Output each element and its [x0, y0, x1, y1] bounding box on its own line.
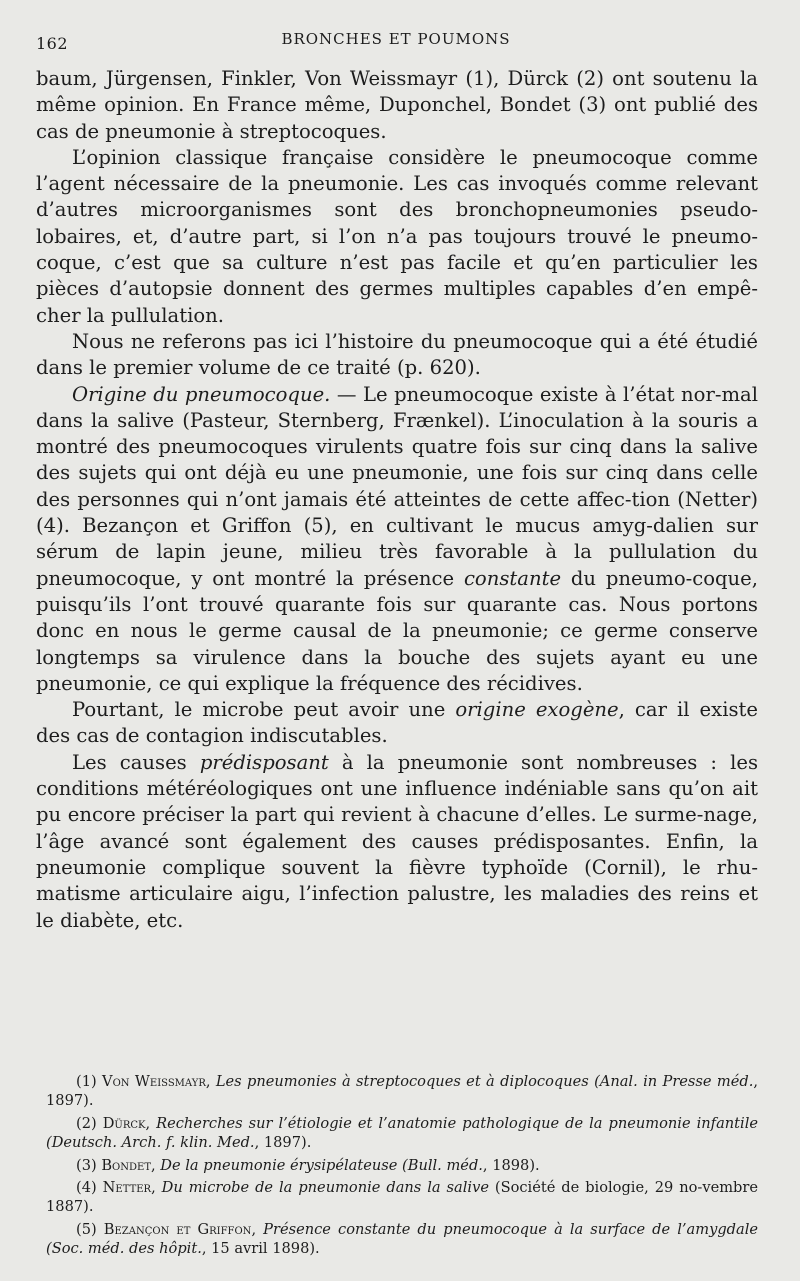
footnote-number: (5)	[76, 1220, 97, 1238]
footnote-title: Présence constante du pneumocoque à la surface de l’amygdale (Soc. méd. des hôpit.	[46, 1220, 759, 1258]
footnote: (4) Netter, Du microbe de la pneumonie dans la salive (Société de biologie, 29 no-vembre 1887).	[46, 1179, 759, 1216]
footnote-number: (3)	[76, 1156, 97, 1174]
footnote: (3) Bondet, De la pneumonie érysipélateuse (Bull. méd., 1898).	[76, 1156, 540, 1174]
emphasis: origine exogène	[455, 698, 619, 722]
footnote-rest: , 15 avril 1898).	[201, 1240, 320, 1258]
paragraph-text: — Le pneumocoque existe à l’état nor-mal dans la salive (Pasteur, Sternberg, Frænkel). L’inoculation à la souris a montré des pneumocoques virulents quatre fois sur cinq dans la salive des sujets qui ont déjà eu une pneumonie, une fois sur cinq dans celle des personnes qui n’ont jamais été atteintes de cette affec-tion (Netter) (4). Bezançon et Griffon (5), en cultivant le mucus amyg-dalien sur sérum de lapin jeune, milieu très favorable à la pullulation du pneumocoque, y ont montré la présence	[36, 382, 758, 590]
footnote-number: (4)	[76, 1179, 97, 1197]
paragraph-text: Les causes	[72, 750, 200, 774]
footnote-number: (2)	[76, 1114, 97, 1132]
footnote: (1) Von Weissmayr, Les pneumonies à streptocoques et à diplocoques (Anal. in Presse méd., 1897).	[46, 1073, 759, 1110]
footnote-rest: , 1897).	[46, 1073, 759, 1110]
paragraph-exogenous	[36, 697, 758, 750]
paragraph-origin	[36, 382, 758, 698]
emphasis: constante	[463, 566, 562, 590]
footnote-author: Dürck	[102, 1114, 146, 1132]
paragraph-history-reference: Nous ne referons pas ici l’histoire du pneumocoque qui a été étudié dans le premier volume de ce traité (p. 620).	[36, 329, 758, 380]
footnote-title: Les pneumonies à streptocoques et à diplocoques (Anal. in Presse méd.	[215, 1073, 754, 1090]
emphasis: prédisposant	[199, 750, 329, 774]
paragraph-text: à la pneumonie sont nombreuses : les conditions météréologiques ont une influence indéniable sans qu’on ait pu encore préciser la part qui revient à chacune d’elles. Le surme-nage, l’âge avancé sont également des causes prédisposantes. Enfin, la pneumonie complique souvent la fièvre typhoïde (Cornil), le rhu-matisme articulaire aigu, l’infection palustre, les maladies des reins et le diabète, etc.	[36, 750, 758, 932]
running-title: BRONCHES ET POUMONS	[281, 30, 511, 48]
page-header	[36, 30, 756, 54]
footnote-number: (1)	[76, 1073, 97, 1090]
paragraph-text: Pourtant, le microbe peut avoir une	[72, 698, 456, 722]
footnote-title: Du microbe de la pneumonie dans la salive	[161, 1179, 489, 1197]
page-number: 162	[36, 34, 69, 53]
body-text	[36, 66, 758, 934]
footnote: (2) Dürck, Recherches sur l’étiologie et l’anatomie pathologique de la pneumonie infantile (Deutsch. Arch. f. klin. Med., 1897).	[46, 1114, 759, 1152]
footnote-title: Recherches sur l’étiologie et l’anatomie pathologique de la pneumonie infantile (Deutsch. Arch. f. klin. Med.	[46, 1114, 759, 1152]
footnote-title: De la pneumonie érysipélateuse (Bull. méd.	[160, 1156, 483, 1174]
footnote-author: Netter	[102, 1179, 152, 1197]
paragraph-text: du pneumo-coque, puisqu’ils l’ont trouvé quarante fois sur quarante cas. Nous portons donc en nous le germe causal de la pneumonie; ce germe conserve longtemps sa virulence dans la bouche des sujets ayant eu une pneumonie, ce qui explique la fréquence des récidives.	[36, 566, 758, 695]
footnote-author: Von Weissmayr	[102, 1073, 206, 1090]
footnotes	[46, 1072, 758, 1262]
footnote-author: Bondet	[101, 1156, 151, 1174]
paragraph-predisposing-causes	[36, 750, 758, 934]
footnote: (5) Bezançon et Griffon, Présence constante du pneumocoque à la surface de l’amygdale (Soc. méd. des hôpit., 15 avril 1898).	[46, 1220, 759, 1258]
footnote-rest: , 1898).	[482, 1156, 540, 1174]
paragraph-text: , car il existe des cas de contagion indiscutables.	[36, 698, 758, 748]
section-lead: Origine du pneumocoque.	[72, 382, 331, 406]
footnote-rest: , 1897).	[254, 1134, 312, 1152]
footnote-rest: (Société de biologie, 29 no-vembre 1887).	[46, 1179, 759, 1216]
paragraph-classical-opinion: L’opinion classique française considère le pneumocoque comme l’agent nécessaire de la pneumonie. Les cas invoqués comme relevant d’autres microorganismes sont des bronchopneumonies pseudo-lobaires, et, d’autre part, si l’on n’a pas toujours trouvé le pneumo-coque, c’est que sa culture n’est pas facile et qu’en particulier les pièces d’autopsie donnent des germes multiples capables d’en empê-cher la pullulation.	[36, 145, 758, 327]
paragraph-continuation: baum, Jürgensen, Finkler, Von Weissmayr (1), Dürck (2) ont soutenu la même opinion. En France même, Duponchel, Bondet (3) ont publié des cas de pneumonie à streptocoques.	[36, 67, 758, 143]
footnote-author: Bezançon et Griffon	[103, 1220, 252, 1238]
